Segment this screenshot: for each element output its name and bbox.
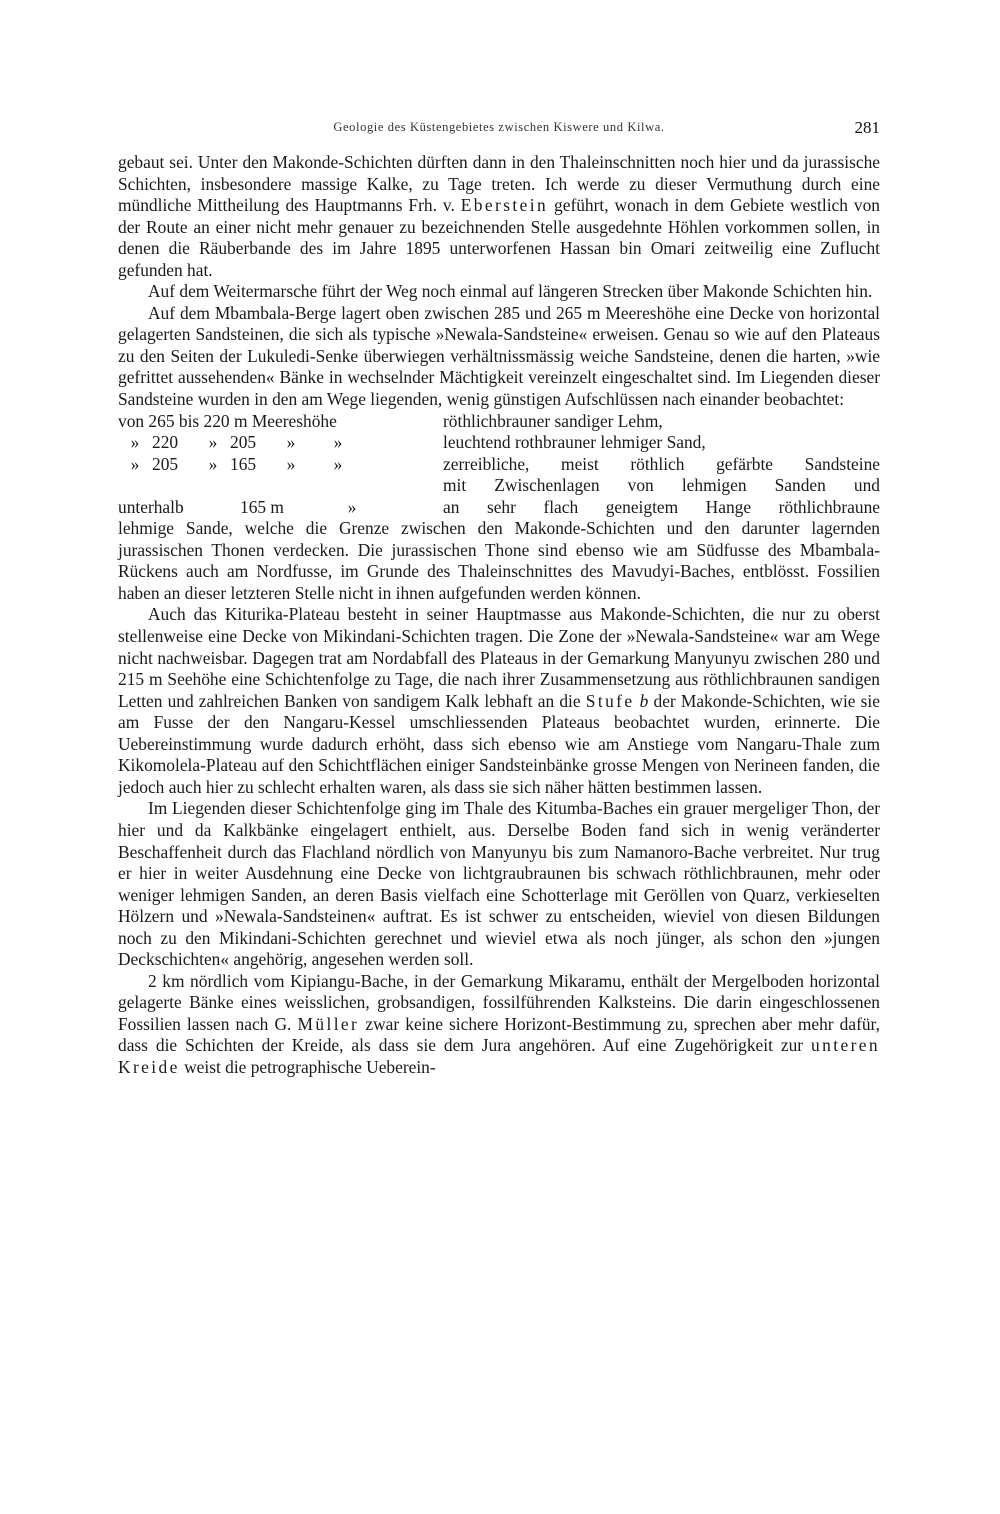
- height-from: 205: [152, 453, 179, 474]
- layer-description-continued: mit Zwischenlagen von lehmigen Sanden und: [443, 475, 880, 496]
- ditto-mark: »: [333, 432, 343, 453]
- layer-description: leuchtend rothbrauner lehmiger Sand,: [443, 432, 706, 453]
- height-range: [118, 497, 443, 519]
- stufe-letter: b: [639, 690, 649, 711]
- emphasis-untere-kreide: unteren Kreide: [118, 1035, 880, 1077]
- observation-list: [118, 411, 880, 519]
- paragraph-3-continued: lehmige Sande, welche die Grenze zwischen den Makonde-Schichten und den darunter lagernden jurassischen Thonen verdecken. Die jurassischen Thone sind ebenso wie am Südfusse des Mbambala-Rückens auch am Nordfusse, im Grunde des Thaleinschnittes des Mavudyi-Baches, entblösst. Fossilien haben an dieser letzteren Stelle nicht in ihnen aufgefunden werden können.: [118, 518, 880, 603]
- paragraph-2: Auf dem Weitermarsche führt der Weg noch einmal auf längeren Strecken über Makonde Schichten hin.: [148, 281, 873, 302]
- height-range: [118, 454, 443, 476]
- person-name-mueller: Müller: [297, 1013, 360, 1034]
- observation-row: [118, 411, 880, 433]
- page-number: 281: [854, 118, 880, 137]
- p6-middle-text: zwar keine sichere Horizont-Bestimmung zu, sprechen aber mehr dafür, dass die Schichten der Kreide, als dass sie dem Jura angehören. Auf eine Zugehörigkeit zur: [118, 1013, 881, 1056]
- paragraph-5: Im Liegenden dieser Schichtenfolge ging im Thale des Kitumba-Baches ein grauer mergeliger Thon, der hier und da Kalkbänke eingelagert enthielt, aus. Derselbe Boden fand sich in wenig veränderter Beschaffenheit durch das Flachland nördlich von Manyunyu bis zum Namanoro-Bache verbreitet. Nur trug er hier in weiter Ausdehnung eine Decke von lichtgraubraunen bis schwach röthlichbraunen, mehr oder weniger lehmigen Sanden, an deren Basis vielfach eine Schotterlage mit Geröllen von Quarz, verkieselten Hölzern und »Newala-Sandsteinen« auftrat. Es ist schwer zu entscheiden, wieviel von diesen Bildungen noch zu den Mikindani-Schichten gerechnet und wieviel etwa als noch jünger, als schon den »jungen Deckschichten« angehörig, angesehen werden soll.: [118, 798, 880, 970]
- height-range: [118, 432, 443, 454]
- layer-description: röthlichbrauner sandiger Lehm,: [443, 410, 663, 431]
- height-to: 165: [230, 453, 257, 474]
- ditto-mark: »: [208, 453, 218, 474]
- height-value: 165 m: [240, 496, 284, 517]
- p1-text: gebaut sei. Unter den Makonde-Schichten dürften dann in den Thaleinschnitten noch hier und da jurassische Schichten, insbesondere massige Kalke, zu Tage treten. Ich werde zu dieser Vermuthung durch eine mündliche Mittheilung des Hauptmanns Frh. v.: [118, 152, 880, 216]
- p4-rest-text: der Makonde-Schichten, wie sie am Fusse der den Nangaru-Kessel umschliessenden Plateaus beobachtet wurden, erinnerte. Die Uebereinstimmung wurde dadurch erhöht, dass sich ebenso wie am Anstiege vom Nangaru-Thale zum Kikomolela-Plateau auf den Schichtflächen einiger Sandsteinbänke grosse Mengen von Nerineen fanden, die jedoch auch hier zu schlecht erhalten waren, als dass sie sich näher hätten bestimmen lassen.: [118, 690, 880, 797]
- p4-text: Auch das Kiturika-Plateau besteht in seiner Hauptmasse aus Makonde-Schichten, die nur zu oberst stellenweise eine Decke von Mikindani-Schichten tragen. Die Zone der »Newala-Sandsteine« war am Wege nicht nachweisbar. Dagegen trat am Nordabfall des Plateaus in der Gemarkung Manyunyu zwischen 280 und 215 m Seehöhe eine Schichtenfolge zu Tage, die nach ihrer Zusammensetzung aus röthlichbraunen sandigen Letten und zahlreichen Banken von sandigem Kalk lebhaft an die: [118, 604, 880, 711]
- running-title: Geologie des Küstengebietes zwischen Kiswere und Kilwa.: [333, 120, 665, 134]
- layer-description: an sehr flach geneigtem Hange röthlichbraune: [443, 496, 880, 517]
- ditto-mark: »: [347, 496, 357, 517]
- observation-row: [118, 454, 880, 476]
- running-head: [118, 118, 880, 142]
- observation-row: [118, 475, 880, 497]
- person-name-eberstein: Eberstein: [460, 195, 549, 216]
- observation-row: [118, 432, 880, 454]
- stufe-term: Stufe: [585, 690, 635, 711]
- observation-row: [118, 497, 880, 519]
- ditto-mark: »: [286, 453, 296, 474]
- height-range: von 265 bis 220 m Meereshöhe: [118, 410, 337, 431]
- paragraph-6: [118, 971, 880, 1079]
- ditto-mark: »: [333, 453, 343, 474]
- paragraph-3: Auf dem Mbambala-Berge lagert oben zwischen 285 und 265 m Meereshöhe eine Decke von horizontal gelagerten Sandsteinen, die sich als typische »Newala-Sandsteine« erweisen. Genau so wie auf den Plateaus zu den Seiten der Lukuledi-Senke überwiegen verhältnissmässig weiche Sandsteine, denen die harten, »wie gefrittet aussehenden« Bänke in wechselnder Mächtigkeit vereinzelt eingeschaltet sind. Im Liegenden dieser Sandsteine wurden in den am Wege liegenden, wenig günstigen Aufschlüssen nach einander beobachtet:: [118, 302, 880, 410]
- height-to: 205: [230, 432, 257, 453]
- body-text: [118, 152, 880, 1079]
- paragraph-4: [118, 604, 880, 798]
- p1-rest-text: geführt, wonach in dem Gebiete westlich von der Route an einer nicht mehr genauer zu bezeichnenden Stelle ausgedehnte Höhlen vorkommen sollen, in denen die Räuberbande des im Jahre 1895 unterworfenen Hassan bin Omari zeitweilig eine Zuflucht gefunden hat.: [118, 195, 880, 280]
- height-label: unterhalb: [118, 496, 184, 517]
- layer-description: zerreibliche, meist röthlich gefärbte Sandsteine: [443, 453, 880, 474]
- p6-text: 2 km nördlich vom Kipiangu-Bache, in der Gemarkung Mikaramu, enthält der Mergelboden horizontal gelagerte Bänke eines weisslichen, grobsandigen, fossilführenden Kalksteins. Die darin eingeschlossenen Fossilien lassen nach G.: [118, 970, 880, 1034]
- ditto-mark: »: [130, 432, 140, 453]
- ditto-mark: »: [208, 432, 218, 453]
- ditto-mark: »: [286, 432, 296, 453]
- height-from: 220: [152, 432, 179, 453]
- ditto-mark: »: [130, 453, 140, 474]
- p6-end-text: weist die petrographische Ueberein-: [184, 1056, 436, 1077]
- paragraph-1: [118, 152, 880, 281]
